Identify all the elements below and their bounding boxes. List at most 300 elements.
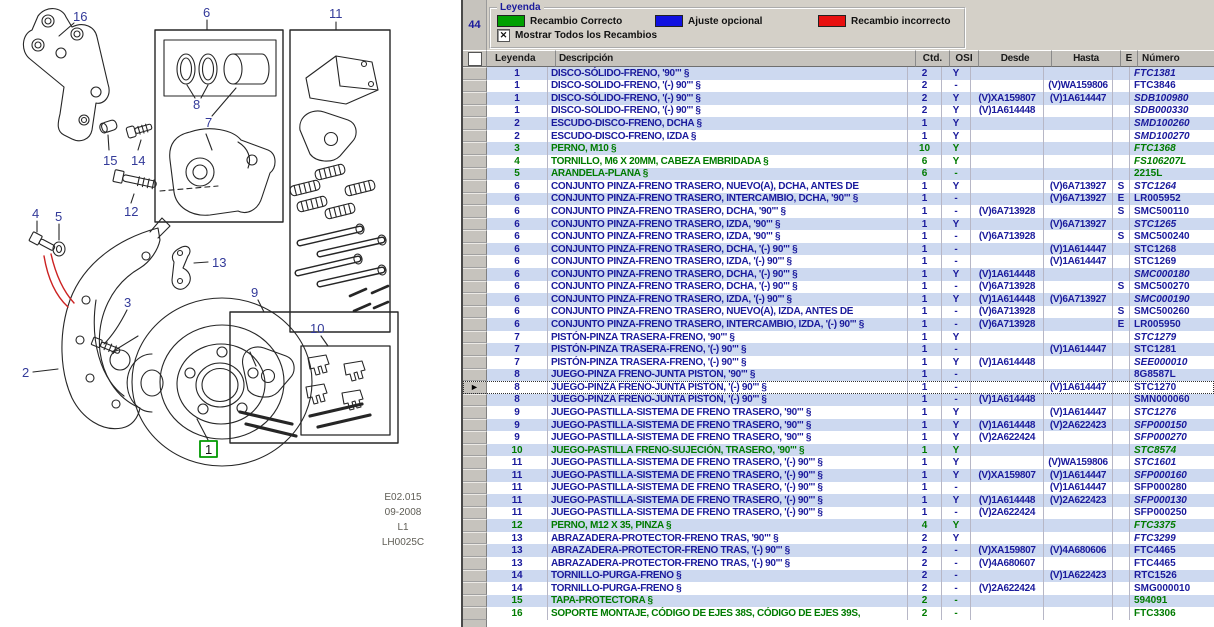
table-row[interactable]	[463, 155, 1214, 168]
row-selector[interactable]	[463, 255, 487, 268]
cell-ctd: 1	[908, 193, 942, 206]
cell-hasta: (V)6A713927	[1044, 293, 1113, 306]
callout-15[interactable]: 15	[103, 153, 118, 168]
row-selector[interactable]	[463, 230, 487, 243]
row-selector[interactable]	[463, 293, 487, 306]
cell-e: S	[1113, 306, 1130, 319]
row-selector[interactable]	[463, 281, 487, 294]
cell-desde	[971, 180, 1044, 193]
cell-desde	[971, 406, 1044, 419]
cell-osi: Y	[942, 406, 971, 419]
table-row[interactable]	[463, 205, 1214, 218]
row-selector[interactable]	[463, 218, 487, 231]
cell-descripcion: CONJUNTO PINZA-FRENO TRASERO, DCHA, '90"' §	[548, 205, 908, 218]
table-row[interactable]	[463, 406, 1214, 419]
cell-numero: SFP000270	[1134, 432, 1187, 444]
table-row[interactable]	[463, 419, 1214, 432]
table-row[interactable]	[463, 230, 1214, 243]
callout-16[interactable]: 16	[73, 9, 88, 24]
cell-descripcion: JUEGO-PASTILLA-SISTEMA DE FRENO TRASERO, '90"' §	[548, 419, 908, 432]
cell-hasta	[1044, 369, 1113, 382]
cell-hasta: (V)2A622423	[1044, 419, 1113, 432]
cell-leyenda: 6	[487, 180, 548, 193]
cell-osi: -	[942, 80, 971, 93]
cell-numero: STC8574	[1130, 444, 1214, 457]
cell-desde	[971, 67, 1044, 80]
table-row[interactable]	[463, 431, 1214, 444]
callout-5[interactable]: 5	[55, 209, 63, 224]
cell-desde: (V)4A680607	[971, 557, 1044, 570]
row-selector[interactable]	[463, 306, 487, 319]
row-selector[interactable]	[463, 268, 487, 281]
table-row[interactable]	[463, 607, 1214, 620]
cell-leyenda: 10	[487, 444, 548, 457]
table-row[interactable]	[463, 105, 1214, 118]
table-row[interactable]	[463, 306, 1214, 319]
cell-leyenda: 13	[487, 544, 548, 557]
cell-hasta: (V)WA159806	[1044, 456, 1113, 469]
cell-e	[1113, 168, 1130, 181]
cell-descripcion: JUEGO-PINZA FRENO-JUNTA PISTÓN, '(-) 90"' §	[548, 394, 908, 407]
row-selector[interactable]	[463, 142, 487, 155]
cell-osi: -	[942, 570, 971, 583]
row-selector[interactable]	[463, 482, 487, 495]
row-selector[interactable]	[463, 180, 487, 193]
cell-descripcion: JUEGO-PASTILLA-SISTEMA DE FRENO TRASERO, '(-) 90"' §	[548, 469, 908, 482]
guide-pins	[298, 223, 387, 284]
row-selector[interactable]	[463, 130, 487, 143]
cell-osi: Y	[942, 92, 971, 105]
cell-hasta: (V)WA159806	[1044, 80, 1113, 93]
cell-leyenda: 1	[487, 92, 548, 105]
cell-osi: -	[942, 318, 971, 331]
cell-numero: FTC3299	[1134, 532, 1176, 544]
cell-osi: Y	[942, 519, 971, 532]
cell-desde: (V)1A614448	[971, 268, 1044, 281]
cell-descripcion: DISCO-SÓLIDO-FRENO, '90"' §	[548, 67, 908, 80]
row-selector[interactable]	[463, 92, 487, 105]
cell-descripcion: PISTÓN-PINZA TRASERA-FRENO, '90"' §	[548, 331, 908, 344]
row-selector[interactable]	[463, 544, 487, 557]
cell-hasta: (V)1A614447	[1044, 482, 1113, 495]
cell-e: S	[1113, 180, 1130, 193]
cell-numero: SFP000130	[1130, 494, 1214, 507]
cell-hasta: (V)2A622423	[1044, 494, 1113, 507]
cell-numero: FTC3306	[1134, 607, 1176, 619]
row-selector[interactable]	[463, 444, 487, 457]
row-selector[interactable]	[463, 343, 487, 356]
cell-numero: FTC1368	[1130, 142, 1214, 155]
row-selector[interactable]	[463, 519, 487, 532]
cell-e	[1113, 92, 1130, 105]
cell-numero: FTC3375	[1130, 519, 1214, 532]
cell-desde: (V)1A614448	[971, 356, 1044, 369]
cell-hasta: (V)1A614447	[1044, 406, 1113, 419]
page-number: 44	[463, 0, 487, 50]
cell-hasta	[1044, 507, 1113, 520]
cell-e	[1113, 130, 1130, 143]
cell-leyenda: 1	[487, 80, 548, 93]
col-osi[interactable]: OSI	[950, 50, 979, 67]
cell-desde	[971, 218, 1044, 231]
drawing-sheet: LH0025C	[381, 537, 425, 548]
cell-osi: Y	[942, 532, 971, 545]
row-selector[interactable]	[463, 331, 487, 344]
row-selector[interactable]	[463, 394, 487, 407]
cell-leyenda: 13	[487, 557, 548, 570]
cell-desde: (V)2A622424	[971, 507, 1044, 520]
cell-desde: (V)1A614448	[971, 293, 1044, 306]
table-row[interactable]	[463, 507, 1214, 520]
exploded-diagram	[0, 0, 461, 627]
callout-3[interactable]: 3	[124, 295, 132, 310]
cell-ctd: 1	[908, 369, 942, 382]
row-selector[interactable]	[463, 557, 487, 570]
table-row[interactable]	[463, 180, 1214, 193]
part-washer-5	[53, 242, 65, 256]
cell-osi: -	[942, 168, 971, 181]
cell-leyenda: 11	[487, 494, 548, 507]
table-row[interactable]	[463, 595, 1214, 608]
part-screw-14	[126, 121, 153, 138]
cell-ctd: 1	[908, 255, 942, 268]
cell-descripcion: JUEGO-PINZA FRENO-JUNTA PISTÓN, '(-) 90"' §	[548, 381, 908, 394]
cell-leyenda: 14	[487, 582, 548, 595]
cell-desde	[971, 130, 1044, 143]
cell-numero: SMC500240	[1134, 231, 1190, 243]
part-box-pads-11	[289, 22, 390, 332]
cell-desde	[971, 243, 1044, 256]
row-selector[interactable]	[463, 507, 487, 520]
cell-e	[1113, 105, 1130, 118]
cell-descripcion: CONJUNTO PINZA-FRENO TRASERO, IZDA, '(-) 90"' §	[548, 293, 908, 306]
cell-ctd: 1	[908, 331, 942, 344]
cell-desde	[971, 343, 1044, 356]
table-row[interactable]	[463, 130, 1214, 143]
table-row[interactable]	[463, 92, 1214, 105]
table-row[interactable]	[463, 67, 1214, 80]
cell-e	[1113, 519, 1130, 532]
select-all-header[interactable]	[463, 50, 487, 67]
cell-hasta	[1044, 356, 1113, 369]
cell-e	[1113, 243, 1130, 256]
cell-descripcion: SOPORTE MONTAJE, CÓDIGO DE EJES 38S, CÓDIGO DE EJES 39S,	[548, 607, 908, 620]
row-selector[interactable]	[463, 419, 487, 432]
cell-leyenda: 14	[487, 570, 548, 583]
row-selector[interactable]: ►	[463, 381, 487, 394]
row-selector[interactable]	[463, 595, 487, 608]
cell-leyenda: 2	[487, 130, 548, 143]
cell-hasta	[1044, 105, 1113, 118]
show-all-checkbox[interactable]: ✕	[497, 29, 510, 42]
cell-hasta	[1044, 607, 1113, 620]
cell-hasta	[1044, 168, 1113, 181]
callout-12[interactable]: 12	[124, 204, 139, 219]
cell-ctd: 1	[908, 456, 942, 469]
table-row[interactable]	[463, 343, 1214, 356]
cell-descripcion: TORNILLO-PURGA-FRENO §	[548, 570, 908, 583]
cell-leyenda: 8	[487, 394, 548, 407]
cell-numero: SFP000160	[1130, 469, 1214, 482]
cell-desde	[971, 456, 1044, 469]
row-selector[interactable]	[463, 80, 487, 93]
top-area	[463, 0, 1214, 50]
cell-e	[1113, 557, 1130, 570]
cell-ctd: 10	[908, 142, 942, 155]
cell-desde	[971, 193, 1044, 206]
cell-numero: FTC3846	[1134, 80, 1176, 92]
cell-descripcion: DISCO-SÓLIDO-FRENO, '(-) 90"' §	[548, 105, 908, 118]
callout-9[interactable]: 9	[251, 285, 259, 300]
table-row[interactable]	[463, 494, 1214, 507]
cell-e	[1113, 544, 1130, 557]
table-row[interactable]	[463, 381, 1214, 394]
col-numero[interactable]: Número	[1138, 50, 1214, 67]
row-selector[interactable]	[463, 318, 487, 331]
callout-2[interactable]: 2	[22, 365, 30, 380]
cell-numero: SMC500260	[1134, 306, 1190, 318]
cell-hasta	[1044, 557, 1113, 570]
row-selector[interactable]	[463, 469, 487, 482]
cell-osi: Y	[942, 180, 971, 193]
cell-ctd: 1	[908, 180, 942, 193]
row-selector[interactable]	[463, 456, 487, 469]
cell-e	[1113, 419, 1130, 432]
cell-descripcion: CONJUNTO PINZA-FRENO TRASERO, IZDA, '90"' §	[548, 230, 908, 243]
table-row[interactable]	[463, 293, 1214, 306]
cell-hasta: (V)1A614447	[1044, 381, 1113, 394]
callout-8[interactable]: 8	[193, 97, 201, 112]
cell-desde	[971, 369, 1044, 382]
cell-numero: FTC4465	[1130, 544, 1214, 557]
row-selector[interactable]	[463, 607, 487, 620]
table-row[interactable]	[463, 318, 1214, 331]
cell-osi: Y	[942, 331, 971, 344]
cell-ctd: 2	[908, 105, 942, 118]
parts-table	[463, 50, 1214, 627]
callout-7[interactable]: 7	[205, 115, 213, 130]
cell-numero: FTC1381	[1130, 67, 1214, 80]
cell-desde: (V)6A713928	[971, 205, 1044, 218]
row-selector[interactable]	[463, 155, 487, 168]
col-ctd[interactable]: Ctd.	[916, 50, 950, 67]
row-selector[interactable]	[463, 406, 487, 419]
table-row[interactable]	[463, 281, 1214, 294]
callout-13[interactable]: 13	[212, 255, 227, 270]
cell-desde	[971, 570, 1044, 583]
cell-ctd: 2	[908, 595, 942, 608]
cell-leyenda: 13	[487, 532, 548, 545]
table-row[interactable]	[463, 218, 1214, 231]
cell-e: E	[1113, 318, 1130, 331]
cell-ctd: 1	[908, 356, 942, 369]
table-row[interactable]	[463, 544, 1214, 557]
cell-hasta: (V)6A713927	[1044, 193, 1113, 206]
table-row[interactable]	[463, 331, 1214, 344]
cell-numero: SFP000150	[1130, 419, 1214, 432]
cell-desde	[971, 519, 1044, 532]
table-row[interactable]	[463, 193, 1214, 206]
cell-numero: SFP000280	[1134, 482, 1187, 494]
cell-ctd: 1	[908, 394, 942, 407]
cell-e	[1113, 356, 1130, 369]
callout-14[interactable]: 14	[131, 153, 146, 168]
cell-ctd: 1	[908, 343, 942, 356]
table-row[interactable]	[463, 444, 1214, 457]
cell-e	[1113, 532, 1130, 545]
col-hasta[interactable]: Hasta	[1052, 50, 1121, 67]
callout-1-selected[interactable]: 1	[205, 442, 213, 457]
table-row[interactable]	[463, 369, 1214, 382]
cell-hasta: (V)1A614447	[1044, 243, 1113, 256]
row-selector[interactable]	[463, 570, 487, 583]
row-selector[interactable]	[463, 243, 487, 256]
cell-leyenda: 6	[487, 281, 548, 294]
cell-e	[1113, 507, 1130, 520]
row-selector[interactable]	[463, 532, 487, 545]
cell-e	[1113, 570, 1130, 583]
col-leyenda[interactable]: Leyenda	[487, 50, 556, 67]
cell-descripcion: CONJUNTO PINZA-FRENO TRASERO, DCHA, '(-) 90"' §	[548, 243, 908, 256]
cell-descripcion: ARANDELA-PLANA §	[548, 168, 908, 181]
cell-hasta	[1044, 281, 1113, 294]
cell-osi: Y	[942, 431, 971, 444]
cell-numero: STC1264	[1134, 180, 1177, 192]
row-selector[interactable]	[463, 356, 487, 369]
table-row[interactable]	[463, 456, 1214, 469]
table-row[interactable]	[463, 519, 1214, 532]
row-selector[interactable]	[463, 494, 487, 507]
cell-osi: -	[942, 230, 971, 243]
cell-numero: SMC000190	[1130, 293, 1214, 306]
cell-osi: -	[942, 381, 971, 394]
cell-e	[1113, 343, 1130, 356]
col-e[interactable]: E	[1121, 50, 1138, 67]
cell-desde	[971, 607, 1044, 620]
table-row[interactable]	[463, 142, 1214, 155]
cell-ctd: 2	[908, 557, 942, 570]
cell-osi: -	[942, 557, 971, 570]
select-all-checkbox[interactable]	[468, 52, 482, 66]
cell-numero: STC1281	[1130, 343, 1214, 356]
part-bolt-4	[29, 232, 57, 253]
cell-e	[1113, 142, 1130, 155]
cell-hasta	[1044, 532, 1113, 545]
table-row[interactable]	[463, 394, 1214, 407]
cell-osi: Y	[942, 218, 971, 231]
cell-osi: Y	[942, 444, 971, 457]
cell-hasta	[1044, 230, 1113, 243]
cell-descripcion: CONJUNTO PINZA-FRENO TRASERO, NUEVO(A), DCHA, ANTES DE	[548, 180, 908, 193]
attention-arcs	[44, 254, 74, 307]
row-selector[interactable]	[463, 117, 487, 130]
cell-descripcion: CONJUNTO PINZA-FRENO TRASERO, DCHA, '(-) 90"' §	[548, 281, 908, 294]
table-row[interactable]	[463, 117, 1214, 130]
cell-numero: FTC4465	[1134, 557, 1176, 569]
cell-hasta	[1044, 331, 1113, 344]
cell-ctd: 1	[908, 494, 942, 507]
table-row[interactable]	[463, 80, 1214, 93]
cell-desde: (V)2A622424	[971, 582, 1044, 595]
table-row[interactable]	[463, 557, 1214, 570]
row-selector[interactable]	[463, 193, 487, 206]
cell-hasta	[1044, 444, 1113, 457]
cell-leyenda: 15	[487, 595, 548, 608]
row-selector[interactable]	[463, 205, 487, 218]
cell-leyenda: 11	[487, 456, 548, 469]
row-selector[interactable]	[463, 105, 487, 118]
table-row[interactable]	[463, 570, 1214, 583]
table-row[interactable]	[463, 469, 1214, 482]
cell-leyenda: 16	[487, 607, 548, 620]
cell-desde	[971, 331, 1044, 344]
callout-10[interactable]: 10	[310, 321, 325, 336]
cell-leyenda: 6	[487, 255, 548, 268]
row-selector[interactable]	[463, 369, 487, 382]
cell-e	[1113, 394, 1130, 407]
row-selector[interactable]	[463, 168, 487, 181]
col-desde[interactable]: Desde	[979, 50, 1052, 67]
row-selector[interactable]	[463, 582, 487, 595]
cell-numero: STC1601	[1134, 457, 1177, 469]
part-bush-15	[99, 119, 118, 134]
row-selector[interactable]	[463, 67, 487, 80]
cell-numero: SMC500110	[1134, 205, 1190, 217]
callout-4[interactable]: 4	[32, 206, 40, 221]
cell-leyenda: 11	[487, 507, 548, 520]
cell-e: S	[1113, 230, 1130, 243]
cell-hasta	[1044, 582, 1113, 595]
table-row[interactable]	[463, 243, 1214, 256]
table-row[interactable]	[463, 582, 1214, 595]
table-row[interactable]	[463, 532, 1214, 545]
cell-leyenda: 1	[487, 67, 548, 80]
cell-hasta: (V)1A614447	[1044, 469, 1113, 482]
cell-leyenda: 6	[487, 218, 548, 231]
cell-osi: -	[942, 306, 971, 319]
table-row[interactable]	[463, 482, 1214, 495]
drawing-code: E02.015	[384, 492, 422, 503]
callout-11[interactable]: 11	[329, 6, 343, 21]
cell-numero: STC1279	[1134, 331, 1177, 343]
table-row[interactable]	[463, 168, 1214, 181]
cell-leyenda: 6	[487, 268, 548, 281]
cell-osi: -	[942, 193, 971, 206]
cell-descripcion: DISCO-SÓLIDO-FRENO, '(-) 90"' §	[548, 80, 908, 93]
col-descripcion[interactable]: Descripción	[556, 50, 916, 67]
table-row[interactable]	[463, 356, 1214, 369]
cell-osi: -	[942, 343, 971, 356]
cell-leyenda: 8	[487, 381, 548, 394]
cell-osi: Y	[942, 494, 971, 507]
cell-ctd: 2	[908, 570, 942, 583]
cell-desde: (V)1A614448	[971, 394, 1044, 407]
cell-e	[1113, 469, 1130, 482]
cell-leyenda: 6	[487, 293, 548, 306]
cell-osi: -	[942, 482, 971, 495]
table-row[interactable]	[463, 255, 1214, 268]
diagram-panel	[0, 0, 461, 627]
cell-osi: Y	[942, 469, 971, 482]
callout-6[interactable]: 6	[203, 5, 211, 20]
table-row[interactable]	[463, 268, 1214, 281]
cell-ctd: 1	[908, 268, 942, 281]
cell-e	[1113, 406, 1130, 419]
cell-numero: STC1276	[1134, 406, 1177, 418]
cell-hasta	[1044, 431, 1113, 444]
cell-leyenda: 12	[487, 519, 548, 532]
row-selector[interactable]	[463, 431, 487, 444]
